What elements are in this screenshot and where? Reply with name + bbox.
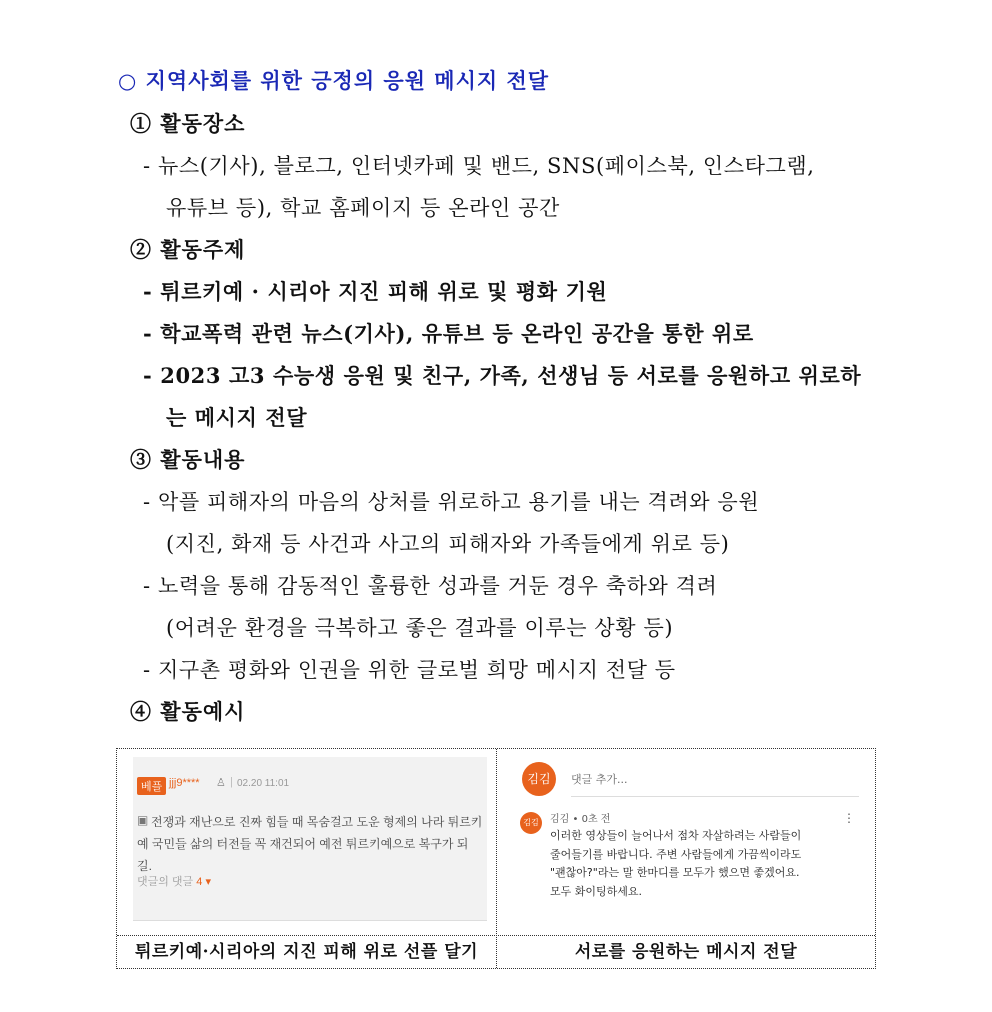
add-comment-input[interactable]: 댓글 추가...: [571, 773, 628, 786]
more-options-icon[interactable]: ⋮: [843, 811, 855, 825]
heading-place: ① 활동장소: [130, 111, 246, 136]
news-comment-card: [133, 757, 487, 921]
caption-left: 튀르키예·시리아의 지진 피해 위로 선플 달기: [134, 942, 479, 962]
theme-item-1: - 튀르키예 · 시리아 지진 피해 위로 및 평화 기원: [143, 279, 608, 304]
reply-count: 4: [196, 876, 203, 888]
content-item-1-line-2: (지진, 화재 등 사건과 사고의 피해자와 가족들에게 위로 등): [166, 532, 730, 556]
comment-body: 이러한 영상들이 늘어나서 점차 자살하려는 사람들이 줄어들기를 바랍니다. 주변 사람들에게 가끔씩이라도 "괜찮아?"라는 말 한마디를 모두가 했으면 좋겠어요. 모두 화이팅하세요.: [550, 829, 802, 898]
example-video-comment-screenshot: [503, 753, 869, 933]
comment-avatar: 김김: [520, 812, 542, 834]
reply-label: 댓글의 댓글: [137, 876, 194, 888]
best-comment-badge: 베플: [137, 777, 166, 795]
reply-link[interactable]: [137, 873, 211, 889]
caret-down-icon: ▾: [205, 876, 211, 888]
meta-separator: |: [230, 776, 233, 788]
person-icon: ♙: [216, 777, 226, 789]
heading-theme: ② 활동주제: [130, 237, 246, 262]
comment-timestamp: 02.20 11:01: [237, 778, 290, 789]
photo-icon: ▣: [137, 813, 149, 827]
card-bottom-strip: [133, 920, 487, 929]
content-item-2-line-1: - 노력을 통해 감동적인 훌륭한 성과를 거둔 경우 축하와 격려: [143, 574, 718, 598]
heading-content: ③ 활동내용: [130, 447, 246, 472]
comment-username: jjj9****: [169, 777, 200, 789]
content-item-3: - 지구촌 평화와 인권을 위한 글로벌 희망 메시지 전달 등: [143, 658, 676, 682]
input-underline: [571, 796, 859, 797]
place-line-2: 유튜브 등), 학교 홈페이지 등 온라인 공간: [166, 196, 560, 220]
comment-text: 전쟁과 재난으로 진짜 힘들 때 목숨걸고 도운 형제의 나라 튀르키예 국민들 삶의 터전들 꼭 재건되어 예전 튀르키예으로 복구가 되길.: [137, 815, 483, 873]
avatar: 김김: [522, 762, 556, 796]
heading-examples: ④ 활동예시: [130, 699, 246, 724]
theme-item-2: - 학교폭력 관련 뉴스(기사), 유튜브 등 온라인 공간을 통한 위로: [143, 321, 754, 346]
section-title: ○ 지역사회를 위한 긍정의 응원 메시지 전달: [118, 68, 550, 93]
place-line-1: - 뉴스(기사), 블로그, 인터넷카페 및 밴드, SNS(페이스북, 인스타그램,: [143, 154, 815, 178]
theme-item-3-line-1: - 2023 고3 수능생 응원 및 친구, 가족, 선생님 등 서로를 응원하고 위로하: [143, 363, 862, 388]
theme-item-3-line-2: 는 메시지 전달: [166, 405, 308, 430]
examples-table: [116, 748, 876, 969]
example-news-comment-screenshot: [133, 757, 487, 929]
content-item-1-line-1: - 악플 피해자의 마음의 상처를 위로하고 용기를 내는 격려와 응원: [143, 490, 760, 514]
content-item-2-line-2: (어려운 환경을 극복하고 좋은 결과를 이루는 상황 등): [166, 616, 674, 640]
caption-right: 서로를 응원하는 메시지 전달: [574, 942, 798, 962]
comment-author: 김김 • 0초 전: [550, 814, 611, 825]
